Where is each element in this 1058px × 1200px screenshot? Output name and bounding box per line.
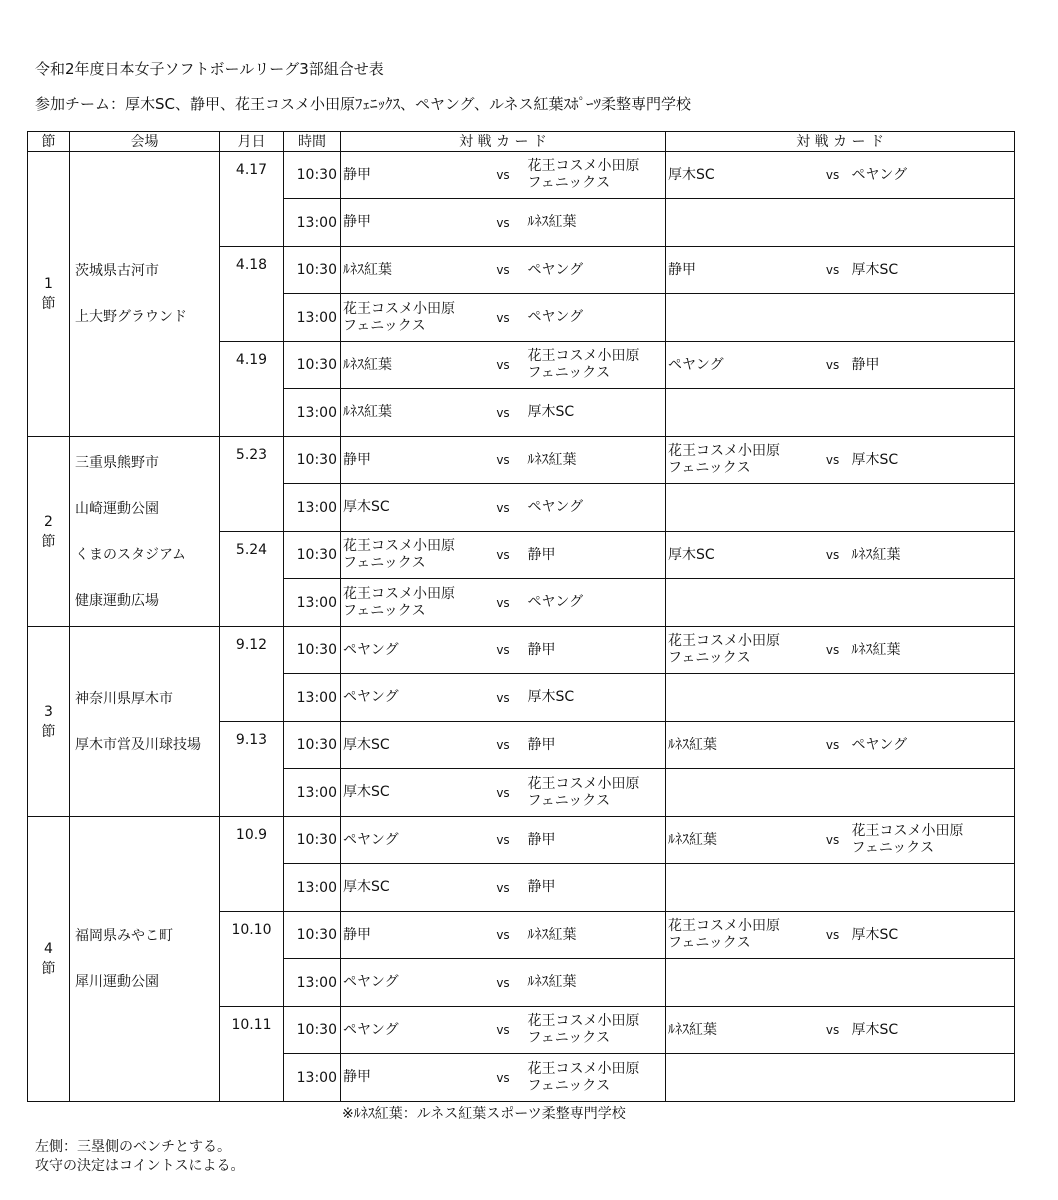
venue-cell: [70, 817, 220, 1102]
vs-label: vs: [481, 1054, 526, 1102]
table-row: [28, 627, 1015, 674]
away-team-cell: 静甲: [526, 532, 666, 579]
header-setsu: 節: [28, 132, 70, 152]
vs-label: vs: [481, 294, 526, 342]
empty-card-cell: [666, 389, 1015, 437]
second-home-team-cell: 厚木SC: [666, 532, 816, 579]
second-away-team-cell: ペヤング: [850, 722, 1015, 769]
vs-label: vs: [816, 1007, 850, 1054]
venue-line: くまのスタジアム: [75, 546, 187, 563]
home-team-cell: 花王コスメ小田原 フェニックス: [341, 579, 481, 627]
date-cell: 10.9: [220, 817, 284, 912]
vs-label: vs: [481, 627, 526, 674]
second-away-team-cell: ペヤング: [850, 152, 1015, 199]
time-cell: 13:00: [284, 1054, 341, 1102]
table-header-row: [28, 132, 1015, 152]
time-cell: 10:30: [284, 247, 341, 294]
second-away-team-cell: 厚木SC: [850, 912, 1015, 959]
date-cell: 4.19: [220, 342, 284, 437]
header-card-1: 対 戦 カ ー ド: [341, 132, 666, 152]
second-away-team-cell: ﾙﾈｽ紅葉: [850, 627, 1015, 674]
venue-lines: [75, 676, 219, 768]
setsu-label: 4節: [41, 941, 56, 977]
date-cell: 5.24: [220, 532, 284, 627]
setsu-cell: [28, 437, 70, 627]
empty-card-cell: [666, 294, 1015, 342]
empty-card-cell: [666, 484, 1015, 532]
second-home-team-cell: 厚木SC: [666, 152, 816, 199]
home-team-cell: ﾙﾈｽ紅葉: [341, 342, 481, 389]
venue-line: 三重県熊野市: [75, 454, 159, 471]
second-home-team-cell: 花王コスメ小田原 フェニックス: [666, 912, 816, 959]
vs-label: vs: [481, 817, 526, 864]
time-cell: 10:30: [284, 1007, 341, 1054]
second-home-team-cell: ﾙﾈｽ紅葉: [666, 722, 816, 769]
time-cell: 13:00: [284, 959, 341, 1007]
home-team-cell: 花王コスメ小田原 フェニックス: [341, 294, 481, 342]
home-team-cell: ペヤング: [341, 674, 481, 722]
away-team-cell: 花王コスメ小田原 フェニックス: [526, 152, 666, 199]
home-team-cell: 静甲: [341, 152, 481, 199]
document-title: 令和2年度日本女子ソフトボールリーグ3部組合せ表: [35, 60, 384, 78]
home-team-cell: 厚木SC: [341, 722, 481, 769]
venue-line: 健康運動広場: [75, 592, 159, 609]
vs-label: vs: [481, 437, 526, 484]
home-team-cell: ペヤング: [341, 627, 481, 674]
second-away-team-cell: ﾙﾈｽ紅葉: [850, 532, 1015, 579]
away-team-cell: 静甲: [526, 627, 666, 674]
vs-label: vs: [481, 959, 526, 1007]
date-cell: 10.10: [220, 912, 284, 1007]
vs-label: vs: [481, 342, 526, 389]
home-team-cell: ペヤング: [341, 817, 481, 864]
away-team-cell: 静甲: [526, 864, 666, 912]
time-cell: 10:30: [284, 817, 341, 864]
second-home-team-cell: ﾙﾈｽ紅葉: [666, 817, 816, 864]
vs-label: vs: [481, 912, 526, 959]
home-team-cell: ペヤング: [341, 959, 481, 1007]
away-team-cell: ﾙﾈｽ紅葉: [526, 912, 666, 959]
time-cell: 10:30: [284, 152, 341, 199]
home-team-cell: 厚木SC: [341, 769, 481, 817]
schedule-table: [27, 131, 1015, 1102]
venue-line: 厚木市営及川球技場: [75, 736, 201, 753]
setsu-label: 1節: [41, 276, 56, 312]
vs-label: vs: [481, 769, 526, 817]
time-cell: 10:30: [284, 912, 341, 959]
footnote: ※ﾙﾈｽ紅葉：ルネス紅葉スポーツ柔整専門学校: [342, 1106, 626, 1122]
time-cell: 13:00: [284, 674, 341, 722]
date-cell: 10.11: [220, 1007, 284, 1102]
venue-line: 山崎運動公園: [75, 500, 159, 517]
second-away-team-cell: 花王コスメ小田原 フェニックス: [850, 817, 1015, 864]
venue-line: 犀川運動公園: [75, 974, 159, 990]
setsu-cell: [28, 627, 70, 817]
second-away-team-cell: 厚木SC: [850, 437, 1015, 484]
home-team-cell: 花王コスメ小田原 フェニックス: [341, 532, 481, 579]
away-team-cell: 静甲: [526, 722, 666, 769]
setsu-label: 2節: [41, 513, 56, 550]
away-team-cell: ﾙﾈｽ紅葉: [526, 437, 666, 484]
time-cell: 13:00: [284, 579, 341, 627]
time-cell: 13:00: [284, 769, 341, 817]
date-cell: 9.13: [220, 722, 284, 817]
vs-label: vs: [481, 484, 526, 532]
home-team-cell: ﾙﾈｽ紅葉: [341, 389, 481, 437]
vs-label: vs: [816, 247, 850, 294]
time-cell: 10:30: [284, 627, 341, 674]
home-team-cell: ペヤング: [341, 1007, 481, 1054]
empty-card-cell: [666, 864, 1015, 912]
second-away-team-cell: 厚木SC: [850, 1007, 1015, 1054]
away-team-cell: 花王コスメ小田原 フェニックス: [526, 1054, 666, 1102]
time-cell: 13:00: [284, 864, 341, 912]
vs-label: vs: [481, 674, 526, 722]
date-cell: 9.12: [220, 627, 284, 722]
away-team-cell: ペヤング: [526, 484, 666, 532]
vs-label: vs: [481, 247, 526, 294]
table-row: [28, 437, 1015, 484]
empty-card-cell: [666, 769, 1015, 817]
time-cell: 10:30: [284, 342, 341, 389]
table-row: [28, 152, 1015, 199]
empty-card-cell: [666, 959, 1015, 1007]
date-cell: 4.18: [220, 247, 284, 342]
time-cell: 13:00: [284, 389, 341, 437]
away-team-cell: ﾙﾈｽ紅葉: [526, 959, 666, 1007]
header-date: 月日: [220, 132, 284, 152]
venue-cell: [70, 152, 220, 437]
vs-label: vs: [816, 152, 850, 199]
time-cell: 10:30: [284, 722, 341, 769]
time-cell: 13:00: [284, 484, 341, 532]
away-team-cell: 花王コスメ小田原 フェニックス: [526, 342, 666, 389]
remark-line: 左側：三塁側のベンチとする。: [35, 1139, 231, 1155]
second-away-team-cell: 厚木SC: [850, 247, 1015, 294]
venue-lines: [75, 440, 219, 624]
home-team-cell: 静甲: [341, 912, 481, 959]
table-row: [28, 817, 1015, 864]
vs-label: vs: [816, 912, 850, 959]
empty-card-cell: [666, 579, 1015, 627]
participating-teams: 参加チーム：厚木SC、静甲、花王コスメ小田原ﾌｪﾆｯｸｽ、ペヤング、ルネス紅葉ｽﾎﾟｰﾂ柔整専門学校: [35, 95, 691, 113]
empty-card-cell: [666, 1054, 1015, 1102]
second-away-team-cell: 静甲: [850, 342, 1015, 389]
venue-line: 茨城県古河市: [75, 263, 159, 279]
home-team-cell: ﾙﾈｽ紅葉: [341, 247, 481, 294]
date-cell: 5.23: [220, 437, 284, 532]
away-team-cell: ﾙﾈｽ紅葉: [526, 199, 666, 247]
vs-label: vs: [481, 389, 526, 437]
away-team-cell: 厚木SC: [526, 389, 666, 437]
venue-cell: [70, 627, 220, 817]
venue-line: 福岡県みやこ町: [75, 928, 173, 944]
header-card-2: 対 戦 カ ー ド: [666, 132, 1015, 152]
empty-card-cell: [666, 199, 1015, 247]
away-team-cell: ペヤング: [526, 579, 666, 627]
schedule-body: [28, 152, 1015, 1102]
setsu-label: 3節: [41, 703, 56, 740]
home-team-cell: 厚木SC: [341, 864, 481, 912]
venue-line: 上大野グラウンド: [75, 309, 187, 325]
second-home-team-cell: ペヤング: [666, 342, 816, 389]
header-venue: 会場: [70, 132, 220, 152]
empty-card-cell: [666, 674, 1015, 722]
vs-label: vs: [816, 342, 850, 389]
vs-label: vs: [816, 532, 850, 579]
second-home-team-cell: 静甲: [666, 247, 816, 294]
vs-label: vs: [481, 532, 526, 579]
venue-line: 神奈川県厚木市: [75, 690, 173, 707]
home-team-cell: 静甲: [341, 199, 481, 247]
time-cell: 13:00: [284, 294, 341, 342]
setsu-cell: [28, 152, 70, 437]
remark-line: 攻守の決定はコイントスによる。: [35, 1158, 245, 1174]
second-home-team-cell: 花王コスメ小田原 フェニックス: [666, 627, 816, 674]
vs-label: vs: [481, 864, 526, 912]
vs-label: vs: [481, 152, 526, 199]
vs-label: vs: [816, 722, 850, 769]
venue-lines: [75, 913, 219, 1005]
vs-label: vs: [481, 579, 526, 627]
away-team-cell: ペヤング: [526, 247, 666, 294]
time-cell: 10:30: [284, 532, 341, 579]
home-team-cell: 静甲: [341, 1054, 481, 1102]
home-team-cell: 静甲: [341, 437, 481, 484]
vs-label: vs: [481, 199, 526, 247]
second-home-team-cell: 花王コスメ小田原 フェニックス: [666, 437, 816, 484]
time-cell: 13:00: [284, 199, 341, 247]
setsu-cell: [28, 817, 70, 1102]
vs-label: vs: [816, 627, 850, 674]
away-team-cell: 花王コスメ小田原 フェニックス: [526, 769, 666, 817]
vs-label: vs: [481, 722, 526, 769]
venue-lines: [75, 248, 219, 340]
time-cell: 10:30: [284, 437, 341, 484]
date-cell: 4.17: [220, 152, 284, 247]
away-team-cell: ペヤング: [526, 294, 666, 342]
home-team-cell: 厚木SC: [341, 484, 481, 532]
second-home-team-cell: ﾙﾈｽ紅葉: [666, 1007, 816, 1054]
away-team-cell: 静甲: [526, 817, 666, 864]
header-time: 時間: [284, 132, 341, 152]
venue-cell: [70, 437, 220, 627]
vs-label: vs: [816, 817, 850, 864]
vs-label: vs: [481, 1007, 526, 1054]
vs-label: vs: [816, 437, 850, 484]
away-team-cell: 厚木SC: [526, 674, 666, 722]
away-team-cell: 花王コスメ小田原 フェニックス: [526, 1007, 666, 1054]
